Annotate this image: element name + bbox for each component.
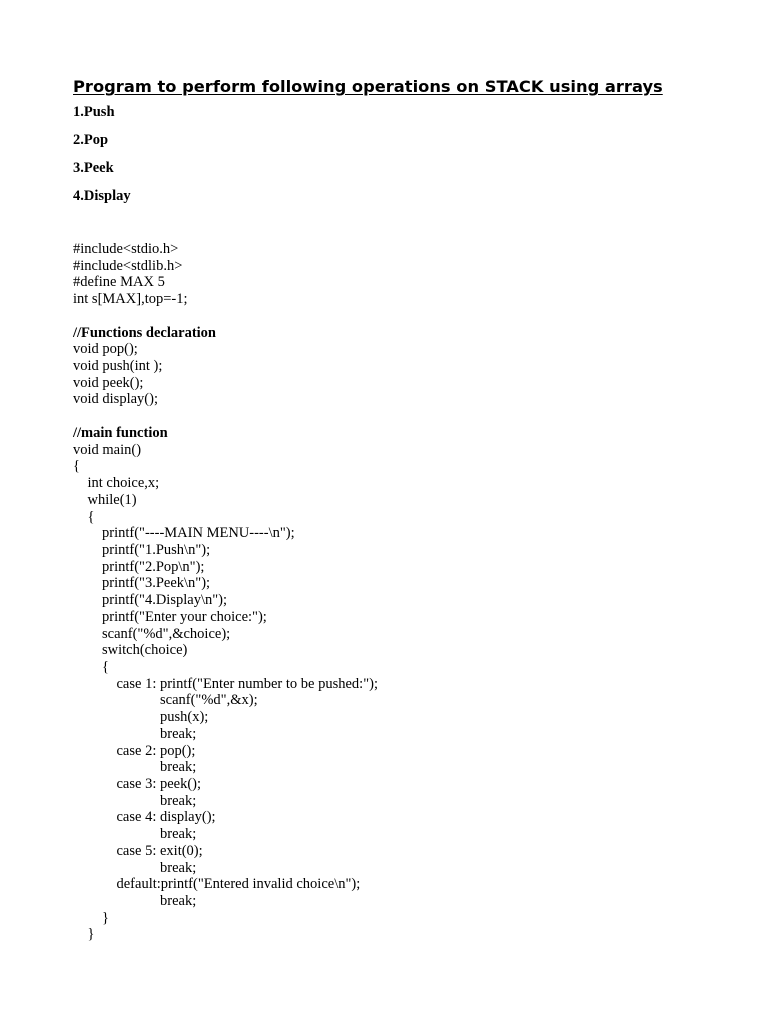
code-line: void display(); [73,391,158,408]
operation-pop: 2.Pop [73,132,109,148]
code-blank-line [73,308,378,325]
code-listing [73,241,378,943]
code-line: void main() [73,441,142,458]
code-line: void peek(); [73,374,144,391]
code-line: break; [73,893,197,910]
code-line: push(x); [73,709,209,726]
code-line: printf("----MAIN MENU----\n"); [73,525,295,542]
code-line: #include<stdio.h> [73,241,179,257]
code-line: case 3: peek(); [73,776,202,792]
code-line: int s[MAX],top=-1; [73,291,188,308]
code-line: scanf("%d",&x); [73,692,258,709]
code-line: case 2: pop(); [73,742,196,759]
code-line: #define MAX 5 [73,274,165,291]
code-line: break; [73,859,197,876]
code-blank-line [73,408,378,425]
code-line: { [73,458,80,475]
code-line: scanf("%d",&choice); [73,625,231,642]
code-line: printf("Enter your choice:"); [73,608,267,625]
operations-list [73,102,131,214]
code-line: printf("1.Push\n"); [73,541,211,558]
operation-push: 1.Push [73,104,115,120]
code-line: #include<stdlib.h> [73,257,183,274]
document-title: Program to perform following operations on STACK using arrays [73,77,663,96]
code-line: printf("2.Pop\n"); [73,558,205,575]
code-line: switch(choice) [73,642,188,659]
code-line: break; [73,792,197,809]
code-line: break; [73,725,197,742]
code-line: case 1: printf("Enter number to be pushed:"); [73,675,378,692]
code-line: while(1) [73,491,137,508]
operation-peek: 3.Peek [73,160,114,176]
code-line: case 5: exit(0); [73,842,203,859]
code-line: break; [73,826,197,843]
code-line: { [73,658,109,675]
code-line: int choice,x; [73,475,160,492]
code-line: } [73,926,95,943]
code-comment-line: //main function [73,424,168,441]
code-line: default:printf("Entered invalid choice\n"); [73,876,361,893]
code-line: } [73,909,109,926]
code-line: void pop(); [73,341,138,358]
code-line: printf("4.Display\n"); [73,592,227,609]
code-line: { [73,508,95,525]
code-line: void push(int ); [73,358,163,375]
code-line: break; [73,759,197,776]
code-comment-line: //Functions declaration [73,324,216,341]
operation-display: 4.Display [73,188,131,204]
code-line: printf("3.Peek\n"); [73,575,211,592]
code-line: case 4: display(); [73,809,216,826]
